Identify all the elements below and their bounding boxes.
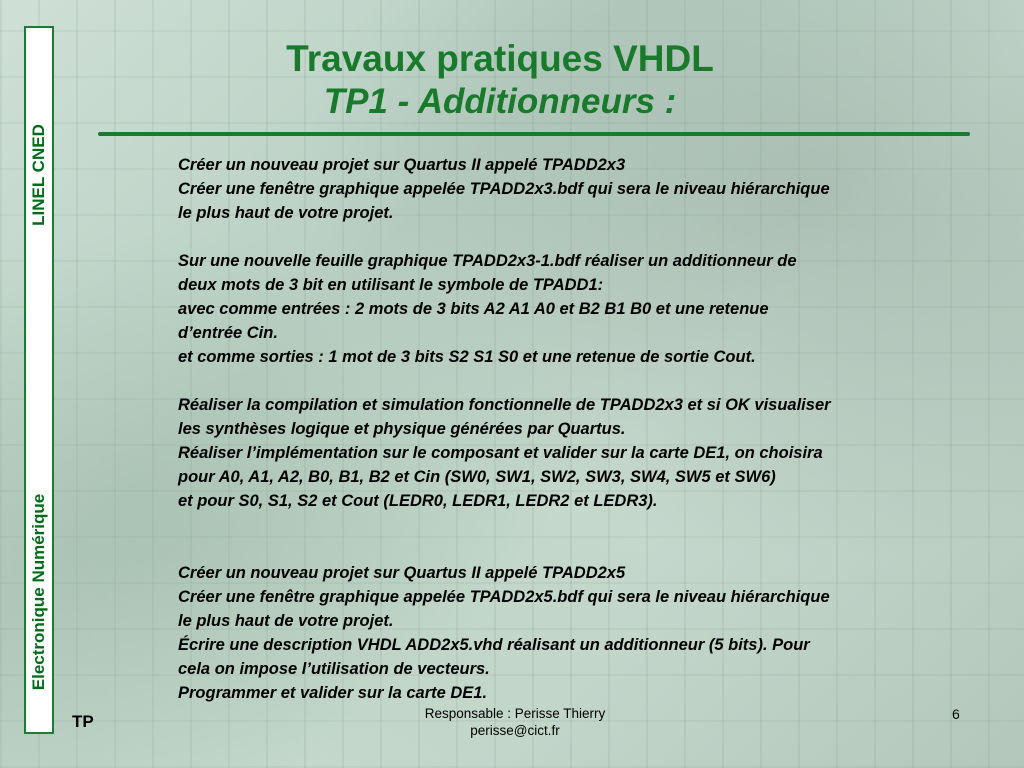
title-line-1: Travaux pratiques VHDL (286, 38, 714, 79)
body-line: Créer un nouveau projet sur Quartus II appelé TPADD2x3 (178, 156, 626, 174)
sidebar-top-label: LINEL CNED (29, 124, 48, 226)
body-line: et pour S0, S1, S2 et Cout (LEDR0, LEDR1, LEDR2 et LEDR3). (178, 492, 658, 510)
body-line: Créer une fenêtre graphique appelée TPADD2x5.bdf qui sera le niveau hiérarchique (178, 588, 830, 606)
slide-body (178, 153, 1018, 705)
body-line: deux mots de 3 bit en utilisant le symbole de TPADD1: (178, 276, 604, 294)
body-line: Créer une fenêtre graphique appelée TPADD2x3.bdf qui sera le niveau hiérarchique (178, 180, 830, 198)
body-line: Écrire une description VHDL ADD2x5.vhd réalisant un additionneur (5 bits). Pour (178, 636, 810, 654)
body-line: cela on impose l’utilisation de vecteurs. (178, 660, 490, 678)
body-line: Sur une nouvelle feuille graphique TPADD2x3-1.bdf réaliser un additionneur de (178, 252, 797, 270)
body-line: les synthèses logique et physique générées par Quartus. (178, 420, 626, 438)
title-line-2: TP1 - Additionneurs : (323, 82, 677, 121)
body-line: d’entrée Cin. (178, 324, 278, 342)
body-line: le plus haut de votre projet. (178, 204, 394, 222)
body-line: avec comme entrées : 2 mots de 3 bits A2 A1 A0 et B2 B1 B0 et une retenue (178, 300, 769, 318)
body-line: Réaliser la compilation et simulation fonctionnelle de TPADD2x3 et si OK visualiser (178, 396, 831, 414)
title-divider (98, 132, 970, 136)
sidebar-band (24, 26, 54, 734)
body-line: Programmer et valider sur la carte DE1. (178, 684, 488, 702)
body-line: Créer un nouveau projet sur Quartus II appelé TPADD2x5 (178, 564, 626, 582)
body-line: pour A0, A1, A2, B0, B1, B2 et Cin (SW0, SW1, SW2, SW3, SW4, SW5 et SW6) (178, 468, 776, 486)
tp-label: TP (72, 712, 94, 731)
sidebar-bottom-label: Electronique Numérique (29, 493, 48, 691)
page-number: 6 (952, 706, 960, 722)
slide-title (200, 36, 800, 122)
body-line: le plus haut de votre projet. (178, 612, 394, 630)
footer-responsible: Responsable : Perisse Thierry (424, 706, 606, 721)
body-line: et comme sorties : 1 mot de 3 bits S2 S1 S0 et une retenue de sortie Cout. (178, 348, 756, 366)
footer-credits (370, 705, 660, 739)
footer-email: perisse@cict.fr (470, 723, 560, 738)
body-line: Réaliser l’implémentation sur le composant et valider sur la carte DE1, on choisira (178, 444, 823, 462)
